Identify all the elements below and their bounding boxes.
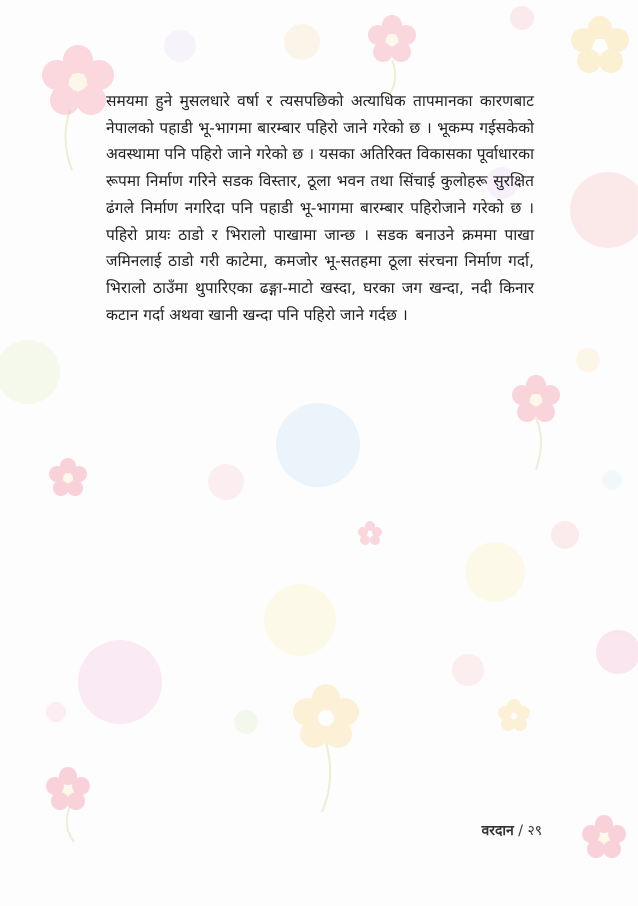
page-number: २९ — [527, 823, 542, 839]
page-footer — [481, 821, 542, 840]
book-name: वरदान — [481, 823, 514, 839]
footer-separator: / — [518, 823, 523, 839]
body-paragraph: समयमा हुने मुसलधारे वर्षा र त्यसपछिको अत्याधिक तापमानका कारणबाट नेपालको पहाडी भू-भागमा बारम्बार पहिरो जाने गरेको छ । भूकम्प गईसकेको अवस्थामा पनि पहिरो जाने गरेको छ । यसका अतिरिक्त विकासका पूर्वाधारका रूपमा निर्माण गरिने सडक विस्तार, ठूला भवन तथा सिंचाई कुलोहरू सुरक्षित ढंगले निर्माण नगरिदा पनि पहाडी भू-भागमा बारम्बार पहिरोजाने गरेको छ । पहिरो प्रायः ठाडो र भिरालो पाखामा जान्छ । सडक बनाउने क्रममा पाखा जमिनलाई ठाडो गरी काटेमा, कमजोर भू-सतहमा ठूला संरचना निर्माण गर्दा, भिरालो ठाउँमा थुपारिएका ढङ्गा-माटो खस्दा, घरका जग खन्दा, नदी किनार कटान गर्दा अथवा खानी खन्दा पनि पहिरो जाने गर्दछ । — [106, 92, 534, 324]
